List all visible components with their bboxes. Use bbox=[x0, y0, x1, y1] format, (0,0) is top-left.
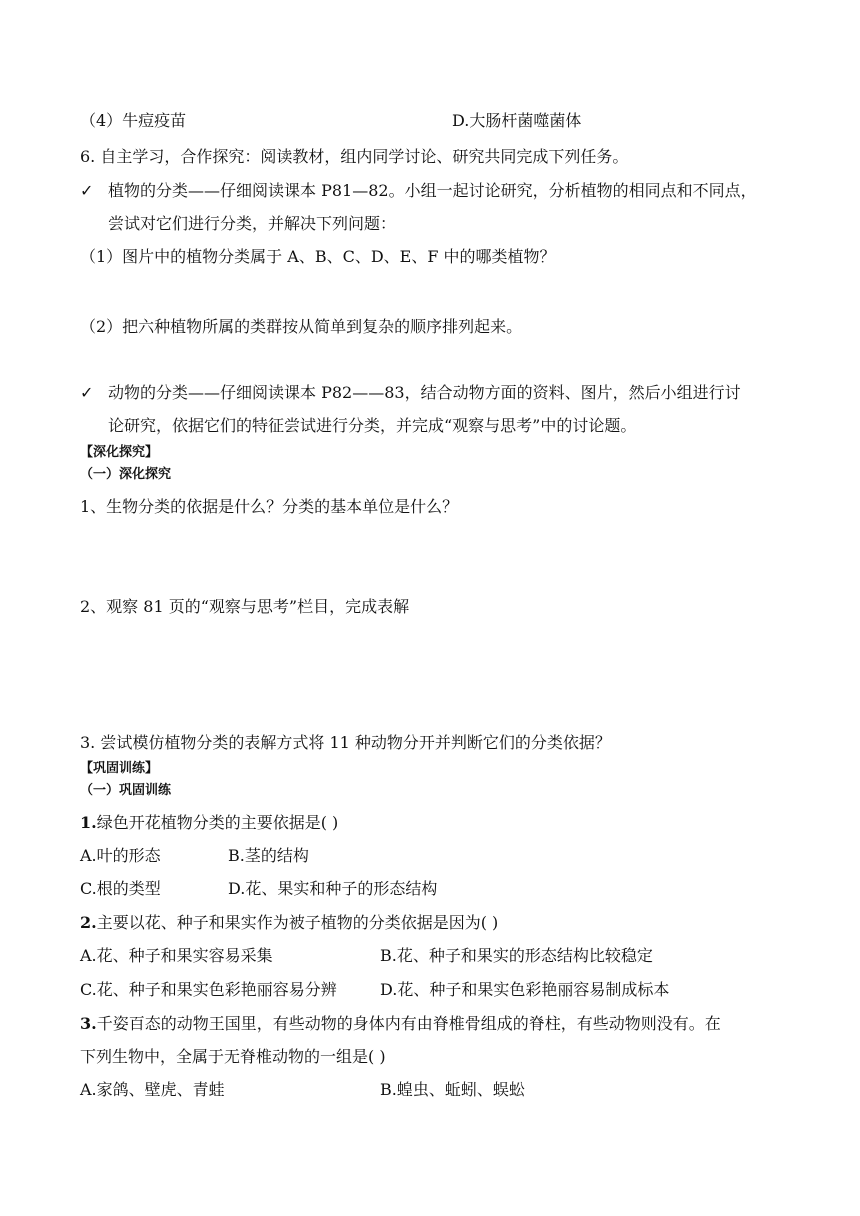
task-6-line: 6. 自主学习，合作探究：阅读教材，组内同学讨论、研究共同完成下列任务。 bbox=[80, 147, 629, 166]
plant-classification-line-1: 植物的分类——仔细阅读课本 P81—82。小组一起讨论研究，分析植物的相同点和不同点， bbox=[108, 181, 757, 200]
option-d-phage: D.大肠杆菌噬菌体 bbox=[452, 111, 582, 130]
checkmark-icon: ✓ bbox=[80, 383, 94, 402]
exercise-1-text: 绿色开花植物分类的主要依据是( ) bbox=[96, 813, 339, 832]
exercise-1-option-d: D.花、果实和种子的形态结构 bbox=[228, 879, 438, 898]
deep-question-2: 2、观察 81 页的“观察与思考”栏目，完成表解 bbox=[80, 597, 410, 616]
checkmark-icon: ✓ bbox=[80, 181, 94, 200]
exercise-1-option-a: A.叶的形态 bbox=[80, 846, 161, 865]
exercise-1-option-c: C.根的类型 bbox=[80, 879, 161, 898]
exercise-3-option-b: B.蝗虫、蚯蚓、蜈蚣 bbox=[380, 1080, 525, 1099]
exercise-2-option-a: A.花、种子和果实容易采集 bbox=[80, 946, 273, 965]
exercise-3-text-line-2: 下列生物中，全属于无脊椎动物的一组是( ) bbox=[80, 1047, 386, 1066]
exercise-2-text: 主要以花、种子和果实作为被子植物的分类依据是因为( ) bbox=[96, 913, 499, 932]
exercise-2 bbox=[80, 912, 498, 934]
exercise-2-option-c: C.花、种子和果实色彩艳丽容易分辨 bbox=[80, 980, 337, 999]
exercise-3-text-line-1: 千姿百态的动物王国里，有些动物的身体内有由脊椎骨组成的脊柱，有些动物则没有。在 bbox=[96, 1014, 721, 1033]
exercise-2-number: 2. bbox=[80, 913, 97, 932]
plant-classification-line-2: 尝试对它们进行分类，并解决下列问题： bbox=[108, 214, 397, 233]
deep-question-1: 1、生物分类的依据是什么？分类的基本单位是什么？ bbox=[80, 497, 459, 516]
section-subheading-deep: （一）深化探究 bbox=[80, 467, 172, 482]
section-subheading-consolidate: （一）巩固训练 bbox=[80, 783, 172, 798]
option-4-vaccine: （4）牛痘疫苗 bbox=[80, 111, 187, 130]
exercise-2-option-d: D.花、种子和果实色彩艳丽容易制成标本 bbox=[380, 980, 670, 999]
exercise-1-option-b: B.茎的结构 bbox=[228, 846, 309, 865]
exercise-2-option-b: B.花、种子和果实的形态结构比较稳定 bbox=[380, 946, 653, 965]
exercise-3 bbox=[80, 1013, 721, 1035]
exercise-1 bbox=[80, 812, 338, 834]
question-2: （2）把六种植物所属的类群按从简单到复杂的顺序排列起来。 bbox=[80, 317, 523, 336]
question-1: （1）图片中的植物分类属于 A、B、C、D、E、F 中的哪类植物？ bbox=[80, 247, 556, 266]
deep-question-3: 3. 尝试模仿植物分类的表解方式将 11 种动物分开并判断它们的分类依据？ bbox=[80, 733, 611, 752]
animal-classification-line-2: 论研究，依据它们的特征尝试进行分类，并完成“观察与思考”中的讨论题。 bbox=[108, 416, 637, 435]
section-heading-deep: 【深化探究】 bbox=[80, 445, 159, 460]
section-heading-consolidate: 【巩固训练】 bbox=[80, 761, 159, 776]
exercise-1-number: 1. bbox=[80, 813, 97, 832]
exercise-3-option-a: A.家鸽、壁虎、青蛙 bbox=[80, 1080, 225, 1099]
animal-classification-line-1: 动物的分类——仔细阅读课本 P82——83，结合动物方面的资料、图片，然后小组进行讨 bbox=[108, 383, 741, 402]
exercise-3-number: 3. bbox=[80, 1014, 97, 1033]
